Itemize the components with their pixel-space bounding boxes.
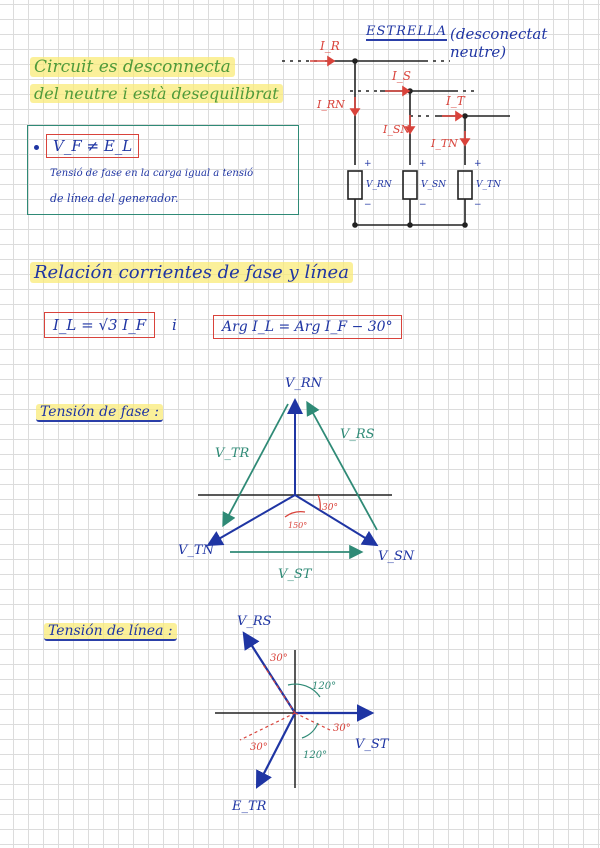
title-line-2: del neutre i està desequilibrat bbox=[30, 84, 283, 103]
fase-label: Tensión de fase : bbox=[36, 404, 163, 422]
label-vst-line: V_ST bbox=[355, 737, 389, 752]
estrella-note: (desconectat neutre) bbox=[450, 25, 548, 61]
note-text-2: de línea del generador. bbox=[50, 192, 179, 205]
minus-sign: − bbox=[364, 200, 372, 210]
current-isn: I_SN bbox=[383, 123, 411, 136]
bullet-dot bbox=[34, 145, 39, 150]
minus-sign: − bbox=[474, 200, 482, 210]
star-load-circuit bbox=[270, 35, 530, 235]
note-text-1: Tensió de fase en la carga igual a tensió bbox=[50, 168, 254, 179]
current-it: I_T bbox=[446, 94, 465, 108]
angle-150: 150° bbox=[288, 521, 308, 530]
note-box bbox=[27, 125, 299, 215]
angle-120-top: 120° bbox=[312, 681, 337, 692]
conjunction-i: i bbox=[172, 316, 177, 334]
section-title: Relación corrientes de fase y línea bbox=[30, 262, 353, 283]
label-etr: E_TR bbox=[232, 799, 267, 814]
phase-voltage-diagram bbox=[160, 362, 420, 592]
formula-il: I_L = √3 I_F bbox=[44, 312, 155, 338]
line-voltage-diagram bbox=[200, 605, 400, 820]
current-irn: I_RN bbox=[317, 98, 345, 111]
voltage-vtn: V_TN bbox=[476, 180, 501, 190]
current-is: I_S bbox=[392, 69, 411, 83]
angle-30-top: 30° bbox=[270, 653, 288, 664]
label-vtr: V_TR bbox=[215, 446, 250, 461]
label-vrs-line: V_RS bbox=[237, 614, 272, 629]
plus-sign: + bbox=[419, 159, 427, 169]
label-vrs: V_RS bbox=[340, 427, 375, 442]
label-vsn: V_SN bbox=[378, 549, 415, 564]
angle-120-bottom: 120° bbox=[303, 750, 328, 761]
label-vtn: V_TN bbox=[178, 543, 214, 558]
current-ir: I_R bbox=[320, 39, 340, 53]
formula-arg: Arg I_L = Arg I_F − 30° bbox=[213, 315, 402, 339]
angle-30-right: 30° bbox=[333, 723, 351, 734]
linea-label: Tensión de línea : bbox=[44, 623, 177, 641]
estrella-heading: ESTRELLA bbox=[366, 24, 447, 39]
voltage-vsn: V_SN bbox=[421, 180, 447, 190]
voltage-vrn: V_RN bbox=[366, 180, 392, 190]
angle-30-left: 30° bbox=[250, 742, 268, 753]
label-vrn: V_RN bbox=[285, 376, 323, 391]
current-itn: I_TN bbox=[431, 137, 458, 150]
formula-vf-ne-el: V_F ≠ E_L bbox=[46, 134, 139, 158]
plus-sign: + bbox=[364, 159, 372, 169]
plus-sign: + bbox=[474, 159, 482, 169]
title-line-1: Circuit es desconnecta bbox=[30, 57, 235, 77]
minus-sign: − bbox=[419, 200, 427, 210]
label-vst: V_ST bbox=[278, 567, 312, 582]
angle-30: 30° bbox=[322, 503, 338, 513]
